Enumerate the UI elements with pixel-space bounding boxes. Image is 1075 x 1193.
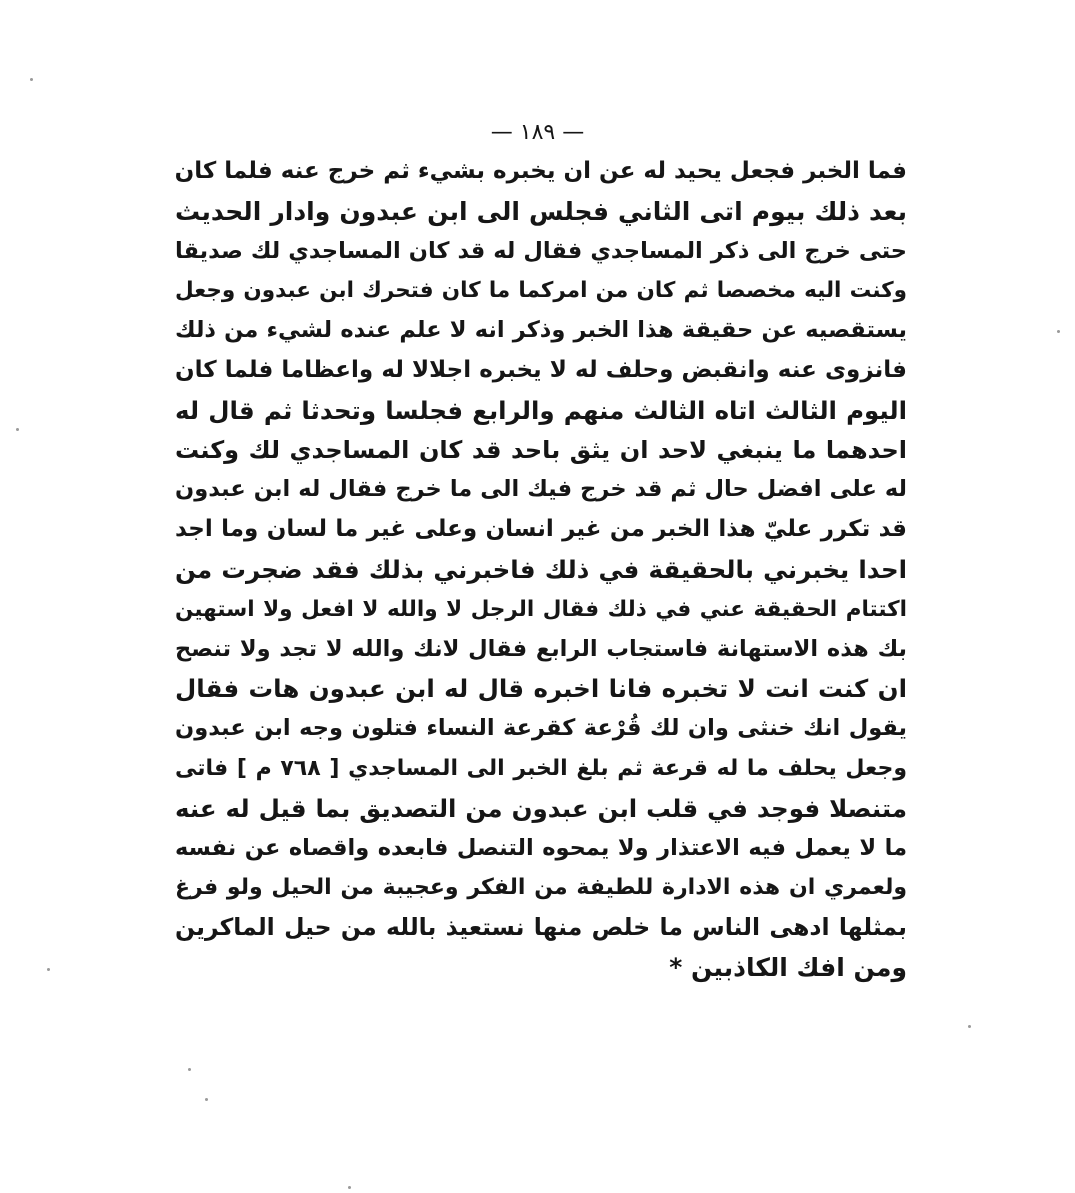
text-line: فما الخبر فجعل يحيد له عن ان يخبره بشيء ثم خرج عنه فلما كان — [175, 158, 907, 184]
text-line: فانزوى عنه وانقبض وحلف له لا يخبره اجلالا له واعظاما فلما كان — [175, 356, 907, 383]
text-line: قد تكرر عليّ هذا الخبر من غير انسان وعلى غير ما لسان وما اجد — [175, 516, 907, 543]
text-line: وجعل يحلف ما له قرعة ثم بلغ الخبر الى المساجدي [ ٧٦٨ م ] فاتى — [175, 755, 907, 781]
text-line: يقول انك خنثى وان لك قُرْعة كقرعة النساء فتلون وجه ابن عبدون — [175, 715, 907, 742]
scan-speck — [30, 78, 33, 81]
text-line: بعد ذلك بيوم اتى الثاني فجلس الى ابن عبدون وادار الحديث — [175, 196, 907, 226]
scan-speck — [348, 1186, 351, 1189]
text-line: اكتتام الحقيقة عني في ذلك فقال الرجل لا والله لا افعل ولا استهين — [175, 596, 907, 622]
page-number: — ١٨٩ — — [490, 120, 585, 145]
text-line: ولعمري ان هذه الادارة للطيفة من الفكر وعجيبة من الحيل ولو فرغ — [175, 875, 907, 901]
text-line: وكنت اليه مخصصا ثم كان من امركما ما كان فتحرك ابن عبدون وجعل — [175, 278, 907, 304]
scan-speck — [188, 1068, 191, 1071]
text-line: متنصلا فوجد في قلب ابن عبدون من التصديق بما قيل له عنه — [175, 793, 907, 823]
text-line: له على افضل حال ثم قد خرج فيك الى ما خرج فقال له ابن عبدون — [175, 476, 907, 503]
text-line: بك هذه الاستهانة فاستجاب الرابع فقال لانك والله لا تجد ولا تنصح — [175, 635, 907, 662]
scan-speck — [968, 1025, 971, 1028]
text-line: ما لا يعمل فيه الاعتذار ولا يمحوه التنصل فابعده واقصاه عن نفسه — [175, 834, 907, 861]
text-line: حتى خرج الى ذكر المساجدي فقال له قد كان المساجدي لك صديقا — [175, 237, 907, 264]
scan-speck — [205, 1098, 208, 1101]
text-line: بمثلها ادهى الناس ما خلص منها نستعيذ بالله من حيل الماكرين — [175, 913, 907, 942]
text-line: يستقصيه عن حقيقة هذا الخبر وذكر انه لا علم عنده لشيء من ذلك — [175, 317, 907, 344]
text-line: احدا يخبرني بالحقيقة في ذلك فاخبرني بذلك فقد ضجرت من — [175, 554, 907, 584]
scan-speck — [16, 428, 19, 431]
text-line: اليوم الثالث اتاه الثالث منهم والرابع فجلسا وتحدثا ثم قال له — [175, 395, 907, 425]
text-line: احدهما ما ينبغي لاحد ان يثق باحد قد كان المساجدي لك وكنت — [175, 435, 907, 464]
text-line-last: ومن افك الكاذبين * — [669, 952, 907, 982]
text-line: ان كنت انت لا تخبره فانا اخبره قال له ابن عبدون هات فقال — [175, 674, 907, 704]
scan-speck — [1057, 330, 1060, 333]
scan-speck — [47, 968, 50, 971]
page-body-text — [175, 152, 907, 988]
